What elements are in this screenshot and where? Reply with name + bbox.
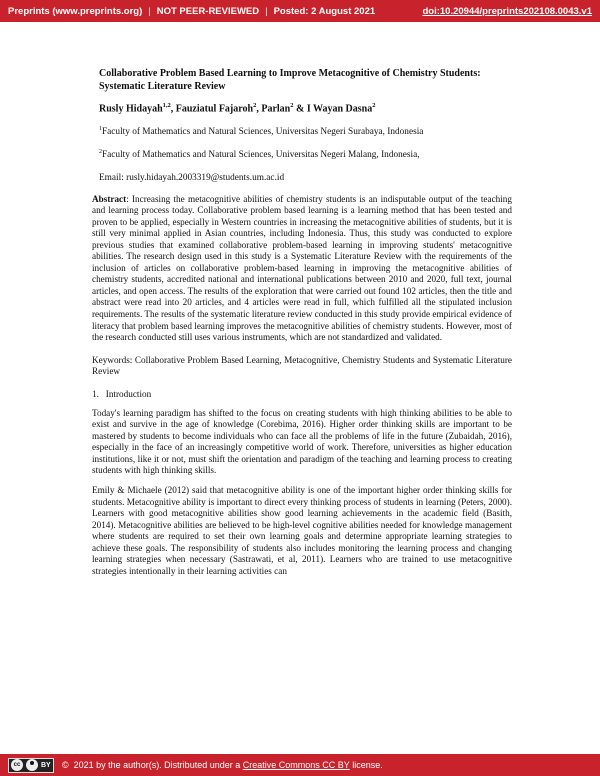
corresponding-email: Email: rusly.hidayah.2003319@students.um.ac.id <box>99 172 285 183</box>
paper-title: Collaborative Problem Based Learning to Improve Metacognitive of Chemistry Students: Systematic Literature Review <box>99 68 481 92</box>
affiliation <box>92 149 512 160</box>
section-heading: 1. Introduction <box>92 388 152 399</box>
author-separator: , <box>256 103 262 115</box>
header-separator: | <box>148 5 151 17</box>
license-suffix: license. <box>349 760 383 770</box>
affiliation-text: Faculty of Mathematics and Natural Sciences, Universitas Negeri Surabaya, Indonesia <box>102 127 424 138</box>
body-paragraph: Emily & Michaele (2012) said that metacognitive ability is one of the important higher order thinking skills for students. Metacognitive ability is important to direct every thinking process of students in learning (Peters, 2000). Learners with good metacognitive abilities show good learning achievements in the academic field (Basith, 2014). Metacognitive abilities are believed to be high-level cognitive abilities needed for knowledge management where students are required to set their own learning goals and determine appropriate learning strategies to achieve these goals. The responsibility of students also includes monitoring the learning process and changing learning strategies when necessary (Sastrawati, et al, 2011). Learners who are trained to use metacognitive strategies intentionally in their learning activities can <box>92 485 512 576</box>
site-link[interactable]: Preprints (www.preprints.org) <box>8 5 143 17</box>
cc-by-badge[interactable] <box>8 758 54 773</box>
license-link[interactable]: Creative Commons CC BY <box>242 760 350 770</box>
body-paragraph: Today's learning paradigm has shifted to the focus on creating students with high thinking abilities to be able to exist and survive in the age of knowledge (Corebima, 2016). Higher order thinking skills are important to be mastered by students to become individuals who can face all the problems of life in the future (Zubaidah, 2016), especially in the face of an increasingly competitive world of work. Therefore, universities as higher education institutions, like it or not, must shift the orientation and paradigm of the teaching and learning process to creating students with high thinking skills. <box>92 407 512 476</box>
copyright-text: © 2021 by the author(s). Distributed under a <box>62 760 243 770</box>
doi-link[interactable]: doi:10.20944/preprints202108.0043.v1 <box>422 5 592 17</box>
review-status: NOT PEER-REVIEWED <box>156 5 260 17</box>
author-sup: 1,2 <box>162 102 171 109</box>
author-name: Parlan <box>261 103 291 115</box>
author-sup: 2 <box>372 102 376 109</box>
author-name: I Wayan Dasna <box>306 103 373 115</box>
abstract-text: : Increasing the metacognitive abilities of chemistry students is an indisputable output of the teaching and learning process today. Collaborative problem based learning is a learning method that has been tested and proven to be applied, especially in Western countries in increasing the metacognitive abilities of students, but it is still very minimal applied in Asian countries, including Indonesia. Thus, this study was conducted to explore previous studies that examined collaborative problem-based learning in improving students' metacognitive abilities. The research design used in this study is a Systematic Literature Review with the requirements of the inclusion of articles on collaborative problem-based learning in improving the metacognitive abilities of chemistry students, accredited national and international publications between 2010 and 2020, full text, journal articles, and open access. The results of the exploration that were carried out found 102 articles, then the title and abstract were read into 20 articles, and 4 articles were read in full, which fulfilled all the stipulated inclusion requirements. The results of the systematic literature review conducted in this study provide empirical evidence of literacy that problem based learning improves the metacognitive abilities of chemistry students. However, most of the research conducted still uses various instruments, which are not standardized and validated. <box>92 193 512 343</box>
abstract <box>92 194 512 344</box>
person-icon <box>26 759 38 771</box>
abstract-label: Abstract <box>92 193 127 204</box>
license-footer-bar <box>0 754 600 776</box>
affiliation-sup: 2 <box>99 149 102 156</box>
author-separator: & <box>293 103 307 115</box>
author-name: Rusly Hidayah <box>99 103 163 115</box>
preprint-header-bar <box>0 0 600 22</box>
affiliation <box>92 126 512 137</box>
header-separator: | <box>265 5 268 17</box>
paper-page <box>92 68 512 577</box>
by-label: BY <box>41 761 51 769</box>
author-separator: , <box>170 103 176 115</box>
affiliation-sup: 1 <box>99 126 102 133</box>
author-list <box>92 102 512 114</box>
affiliation-text: Faculty of Mathematics and Natural Sciences, Universitas Negeri Malang, Indonesia, <box>102 150 420 161</box>
author-name: Fauziatul Fajaroh <box>175 103 254 115</box>
author-sup: 2 <box>290 102 294 109</box>
keywords: Keywords: Collaborative Problem Based Learning, Metacognitive, Chemistry Students and Systematic Literature Review <box>92 354 512 377</box>
author-sup: 2 <box>253 102 257 109</box>
posted-date: Posted: 2 August 2021 <box>273 5 376 17</box>
cc-icon: cc <box>11 759 23 771</box>
